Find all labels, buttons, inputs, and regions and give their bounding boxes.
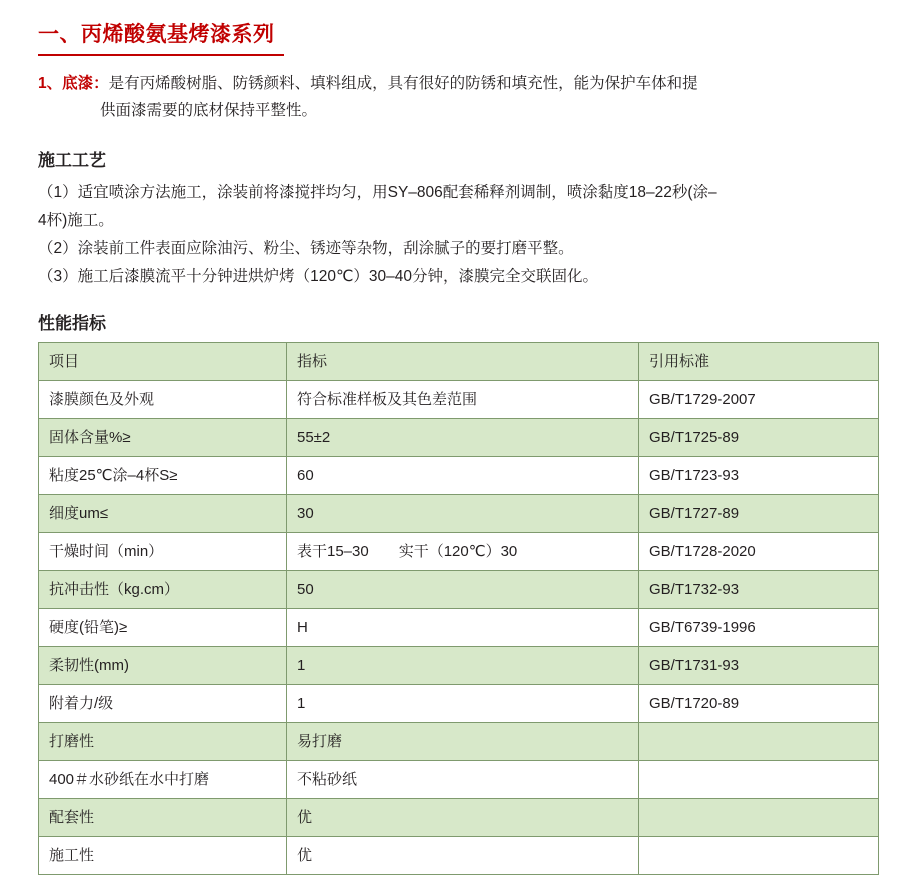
performance-heading: 性能指标 [38, 313, 106, 333]
table-row [39, 532, 879, 570]
row-index: 不粘砂纸 [287, 760, 639, 798]
row-standard: GB/T1727-89 [639, 494, 879, 532]
row-item: 漆膜颜色及外观 [39, 380, 287, 418]
table-row [39, 760, 879, 798]
row-item: 细度um≤ [39, 494, 287, 532]
row-index: 优 [287, 798, 639, 836]
row-standard [639, 722, 879, 760]
table-row [39, 494, 879, 532]
row-standard: GB/T1732-93 [639, 570, 879, 608]
table-row [39, 456, 879, 494]
row-item: 400＃水砂纸在水中打磨 [39, 760, 287, 798]
primer-label: 1、底漆： [38, 75, 109, 92]
row-index: 符合标准样板及其色差范围 [287, 380, 639, 418]
table-row [39, 684, 879, 722]
process-item-1-line2: 4杯)施工。 [38, 212, 114, 230]
row-standard: GB/T1725-89 [639, 418, 879, 456]
process-item-1 [38, 179, 878, 235]
primer-paragraph [38, 70, 878, 124]
row-standard: GB/T1720-89 [639, 684, 879, 722]
table-row [39, 418, 879, 456]
row-index: H [287, 608, 639, 646]
row-index: 表干15–30 实干（120℃）30 [287, 532, 639, 570]
row-item: 干燥时间（min） [39, 532, 287, 570]
row-item: 抗冲击性（kg.cm） [39, 570, 287, 608]
row-item: 打磨性 [39, 722, 287, 760]
row-item: 施工性 [39, 836, 287, 874]
table-header-row [39, 342, 879, 380]
row-index: 50 [287, 570, 639, 608]
row-standard [639, 798, 879, 836]
process-item-2 [38, 235, 878, 263]
table-header-item: 项目 [39, 342, 287, 380]
row-index: 优 [287, 836, 639, 874]
table-header-standard: 引用标准 [639, 342, 879, 380]
table-row [39, 722, 879, 760]
page-title: 一、丙烯酸氨基烤漆系列 [38, 23, 275, 46]
row-item: 粘度25℃涂–4杯S≥ [39, 456, 287, 494]
process-item-2-line1: （2）涂装前工件表面应除油污、粉尘、锈迹等杂物，刮涂腻子的要打磨平整。 [38, 240, 574, 258]
row-item: 附着力/级 [39, 684, 287, 722]
table-row [39, 380, 879, 418]
table-row [39, 798, 879, 836]
row-item: 固体含量%≥ [39, 418, 287, 456]
title-underline [38, 54, 284, 56]
process-heading: 施工工艺 [38, 151, 106, 171]
row-index: 55±2 [287, 418, 639, 456]
row-index: 易打磨 [287, 722, 639, 760]
table-row [39, 608, 879, 646]
process-item-3-line1: （3）施工后漆膜流平十分钟进烘炉烤（120℃）30–40分钟，漆膜完全交联固化。 [38, 267, 598, 285]
primer-text-line1: 是有丙烯酸树脂、防锈颜料、填料组成，具有很好的防锈和填充性，能为保护车体和提 [108, 75, 698, 92]
row-item: 柔韧性(mm) [39, 646, 287, 684]
row-item: 硬度(铅笔)≥ [39, 608, 287, 646]
table-row [39, 836, 879, 874]
process-item-1-line1: （1）适宜喷涂方法施工，涂装前将漆搅拌均匀，用SY–806配套稀释剂调制，喷涂黏度18–22秒(涂– [38, 184, 717, 202]
row-item: 配套性 [39, 798, 287, 836]
table-row [39, 570, 879, 608]
row-standard: GB/T1731-93 [639, 646, 879, 684]
row-standard: GB/T6739-1996 [639, 608, 879, 646]
table-header-index: 指标 [287, 342, 639, 380]
performance-table [38, 342, 879, 875]
table-row [39, 646, 879, 684]
process-item-3 [38, 263, 878, 291]
row-standard: GB/T1728-2020 [639, 532, 879, 570]
primer-text-line2: 供面漆需要的底材保持平整性。 [100, 102, 318, 120]
row-standard [639, 760, 879, 798]
row-index: 60 [287, 456, 639, 494]
row-index: 1 [287, 646, 639, 684]
row-standard: GB/T1723-93 [639, 456, 879, 494]
row-standard [639, 836, 879, 874]
row-index: 1 [287, 684, 639, 722]
row-standard: GB/T1729-2007 [639, 380, 879, 418]
row-index: 30 [287, 494, 639, 532]
